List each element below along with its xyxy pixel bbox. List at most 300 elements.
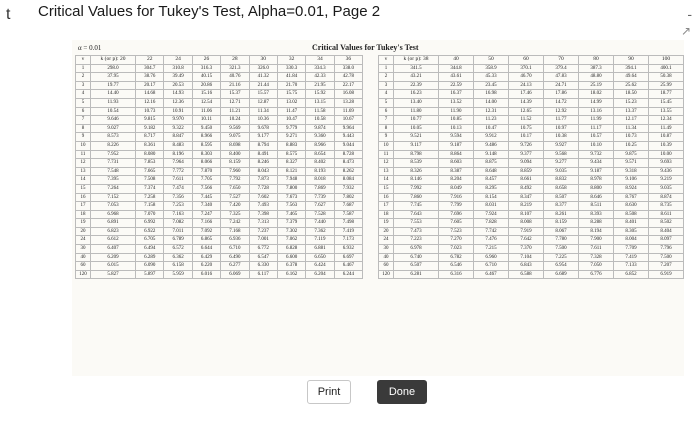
table-cell: 10.36 xyxy=(249,116,277,125)
table-cell: 15.23 xyxy=(614,98,649,107)
table-row xyxy=(76,116,363,125)
table-cell: 7.092 xyxy=(192,227,220,236)
table-cell: 7.445 xyxy=(192,193,220,202)
table-cell: 338.0 xyxy=(334,64,362,73)
table-cell: 14.39 xyxy=(509,98,544,107)
critical-values-table-right xyxy=(378,55,684,279)
table-cell: 7.728 xyxy=(249,184,277,193)
table-cell: 6.772 xyxy=(249,245,277,254)
table-cell: 379.4 xyxy=(544,64,579,73)
table-cell: 6.117 xyxy=(249,270,277,279)
row-label: 30 xyxy=(76,245,91,254)
table-cell: 8.875 xyxy=(474,159,509,168)
table-row xyxy=(76,133,363,142)
table-row xyxy=(76,90,363,99)
row-label: 17 xyxy=(379,202,394,211)
table-cell: 11.34 xyxy=(614,124,649,133)
table-row xyxy=(76,245,363,254)
table-row xyxy=(76,98,363,107)
table-cell: 48.80 xyxy=(579,73,614,82)
table-cell: 6.281 xyxy=(394,270,439,279)
row-label: 2 xyxy=(379,73,394,82)
table-row xyxy=(379,236,684,245)
table-cell: 40.15 xyxy=(192,73,220,82)
table-cell: 9.569 xyxy=(221,124,249,133)
table-cell: 7.673 xyxy=(277,193,305,202)
table-row xyxy=(379,98,684,107)
table-cell: 7.523 xyxy=(439,227,474,236)
table-row xyxy=(379,116,684,125)
table-cell: 9.594 xyxy=(439,133,474,142)
table-row xyxy=(76,184,363,193)
table-cell: 9.148 xyxy=(474,150,509,159)
table-cell: 7.001 xyxy=(249,236,277,245)
table-cell: 8.832 xyxy=(544,176,579,185)
table-cell: 7.605 xyxy=(439,219,474,228)
table-cell: 20.86 xyxy=(192,81,220,90)
table-row xyxy=(379,159,684,168)
table-cell: 9.646 xyxy=(91,116,136,125)
table-cell: 8.924 xyxy=(614,184,649,193)
table-cell: 6.644 xyxy=(192,245,220,254)
table-cell: 7.800 xyxy=(277,184,305,193)
table-cell: 7.919 xyxy=(509,227,544,236)
table-row xyxy=(379,150,684,159)
table-cell: 6.277 xyxy=(221,262,249,271)
table-cell: 25.62 xyxy=(614,81,649,90)
table-cell: 8.491 xyxy=(249,150,277,159)
column-header: 90 xyxy=(614,56,649,65)
table-cell: 10.25 xyxy=(614,141,649,150)
table-cell: 7.082 xyxy=(164,219,192,228)
table-cell: 6.960 xyxy=(474,253,509,262)
row-label: 5 xyxy=(76,98,91,107)
table-cell: 8.393 xyxy=(579,210,614,219)
table-cell: 7.374 xyxy=(136,184,164,193)
table-cell: 7.237 xyxy=(249,227,277,236)
row-label: 4 xyxy=(379,90,394,99)
table-cell: 8.018 xyxy=(306,176,334,185)
table-cell: 7.023 xyxy=(439,245,474,254)
table-cell: 7.313 xyxy=(249,219,277,228)
table-cell: 10.24 xyxy=(221,116,249,125)
table-cell: 6.494 xyxy=(136,245,164,254)
table-cell: 9.732 xyxy=(579,150,614,159)
table-cell: 9.678 xyxy=(249,124,277,133)
table-cell: 47.83 xyxy=(544,73,579,82)
table-cell: 8.966 xyxy=(192,133,220,142)
table-cell: 9.815 xyxy=(136,116,164,125)
table-cell: 7.302 xyxy=(277,227,305,236)
table-row xyxy=(379,141,684,150)
table-cell: 7.696 xyxy=(439,210,474,219)
table-cell: 10.38 xyxy=(544,133,579,142)
table-cell: 316.3 xyxy=(192,64,220,73)
alpha-label: α = 0.01 xyxy=(78,44,102,52)
table-cell: 8.107 xyxy=(509,210,544,219)
row-label: 13 xyxy=(76,167,91,176)
table-cell: 8.646 xyxy=(579,193,614,202)
table-cell: 7.166 xyxy=(192,219,220,228)
table-cell: 8.326 xyxy=(394,167,439,176)
table-cell: 9.964 xyxy=(334,124,362,133)
table-row xyxy=(379,184,684,193)
table-cell: 7.498 xyxy=(334,219,362,228)
table-row xyxy=(76,193,363,202)
column-header: 30 xyxy=(249,56,277,65)
row-label: 18 xyxy=(379,210,394,219)
table-row xyxy=(76,81,363,90)
table-cell: 14.72 xyxy=(544,98,579,107)
table-cell: 10.57 xyxy=(579,133,614,142)
table-cell: 10.73 xyxy=(614,133,649,142)
row-label: 9 xyxy=(379,133,394,142)
table-row xyxy=(76,141,363,150)
table-cell: 8.661 xyxy=(509,176,544,185)
table-cell: 23.45 xyxy=(474,81,509,90)
row-label: 15 xyxy=(379,184,394,193)
table-cell: 6.362 xyxy=(164,253,192,262)
table-cell: 8.492 xyxy=(509,184,544,193)
table-cell: 7.964 xyxy=(164,159,192,168)
table-cell: 10.17 xyxy=(509,133,544,142)
table-cell: 6.209 xyxy=(91,253,136,262)
table-cell: 18.50 xyxy=(614,90,649,99)
table-cell: 9.571 xyxy=(614,159,649,168)
table-cell: 7.419 xyxy=(614,253,649,262)
table-cell: 7.104 xyxy=(509,253,544,262)
table-cell: 6.828 xyxy=(277,245,305,254)
table-cell: 6.789 xyxy=(164,236,192,245)
table-cell: 8.966 xyxy=(306,141,334,150)
table-cell: 8.767 xyxy=(614,193,649,202)
table-cell: 42.33 xyxy=(306,73,334,82)
table-cell: 10.13 xyxy=(439,124,474,133)
table-cell: 22.39 xyxy=(394,81,439,90)
table-cell: 7.924 xyxy=(474,210,509,219)
table-cell: 10.10 xyxy=(579,141,614,150)
table-cell: 24.71 xyxy=(544,81,579,90)
table-cell: 6.881 xyxy=(306,245,334,254)
table-cell: 49.64 xyxy=(614,73,649,82)
table-cell: 7.419 xyxy=(334,227,362,236)
table-row xyxy=(379,81,684,90)
table-cell: 344.8 xyxy=(439,64,474,73)
table-cell: 7.340 xyxy=(192,202,220,211)
table-cell: 9.568 xyxy=(544,150,579,159)
table-cell: 7.395 xyxy=(91,176,136,185)
table-row xyxy=(76,202,363,211)
table-cell: 11.49 xyxy=(649,124,684,133)
table-row xyxy=(76,64,363,73)
table-cell: 5.959 xyxy=(164,270,192,279)
row-label: 15 xyxy=(76,184,91,193)
table-cell: 7.566 xyxy=(192,184,220,193)
table-cell: 7.992 xyxy=(394,184,439,193)
row-label: 40 xyxy=(76,253,91,262)
table-cell: 40.76 xyxy=(221,73,249,82)
table-cell: 8.794 xyxy=(249,141,277,150)
table-row xyxy=(76,167,363,176)
table-cell: 6.490 xyxy=(221,253,249,262)
table-cell: 8.219 xyxy=(509,202,544,211)
table-cell: 8.728 xyxy=(334,150,362,159)
table-cell: 24.13 xyxy=(509,81,544,90)
table-row xyxy=(379,210,684,219)
table-cell: 10.75 xyxy=(509,124,544,133)
table-cell: 13.28 xyxy=(334,98,362,107)
table-cell: 8.483 xyxy=(164,141,192,150)
table-cell: 9.521 xyxy=(394,133,439,142)
table-row xyxy=(76,227,363,236)
table-cell: 8.097 xyxy=(649,236,684,245)
table-cell: 330.3 xyxy=(277,64,305,73)
table-cell: 38.76 xyxy=(136,73,164,82)
table-cell: 9.187 xyxy=(579,167,614,176)
table-cell: 6.782 xyxy=(439,253,474,262)
table-cell: 41.32 xyxy=(249,73,277,82)
table-cell: 7.548 xyxy=(91,167,136,176)
table-cell: 7.508 xyxy=(136,176,164,185)
done-button[interactable]: Done xyxy=(377,380,427,404)
table-cell: 8.978 xyxy=(579,176,614,185)
table-cell: 341.5 xyxy=(394,64,439,73)
column-header: 40 xyxy=(439,56,474,65)
table-cell: 6.429 xyxy=(192,253,220,262)
column-header: 70 xyxy=(544,56,579,65)
table-cell: 7.528 xyxy=(306,210,334,219)
table-cell: 9.912 xyxy=(474,133,509,142)
table-cell: 43.21 xyxy=(394,73,439,82)
table-cell: 13.16 xyxy=(579,107,614,116)
table-cell: 7.687 xyxy=(334,202,362,211)
table-cell: 8.261 xyxy=(544,210,579,219)
table-cell: 7.070 xyxy=(136,210,164,219)
table-cell: 7.739 xyxy=(306,193,334,202)
row-label: 16 xyxy=(76,193,91,202)
table-cell: 7.325 xyxy=(221,210,249,219)
table-cell: 7.173 xyxy=(334,236,362,245)
table-cell: 7.264 xyxy=(91,184,136,193)
table-cell: 7.398 xyxy=(249,210,277,219)
table-cell: 10.73 xyxy=(136,107,164,116)
table-cell: 9.693 xyxy=(649,159,684,168)
table-cell: 14.93 xyxy=(164,90,192,99)
row-label: 24 xyxy=(76,236,91,245)
table-cell: 42.78 xyxy=(334,73,362,82)
table-cell: 15.92 xyxy=(306,90,334,99)
table-cell: 13.02 xyxy=(277,98,305,107)
table-cell: 8.305 xyxy=(614,227,649,236)
table-cell: 8.402 xyxy=(306,159,334,168)
table-cell: 14.68 xyxy=(136,90,164,99)
table-cell: 6.843 xyxy=(509,262,544,271)
table-cell: 46.70 xyxy=(509,73,544,82)
table-cell: 6.650 xyxy=(306,253,334,262)
table-cell: 8.404 xyxy=(649,227,684,236)
column-header: 28 xyxy=(221,56,249,65)
table-cell: 7.247 xyxy=(192,210,220,219)
table-cell: 8.226 xyxy=(91,141,136,150)
table-cell: 6.378 xyxy=(277,262,305,271)
table-cell: 8.387 xyxy=(439,167,474,176)
table-cell: 9.117 xyxy=(394,141,439,150)
table-cell: 6.572 xyxy=(164,245,192,254)
column-header-nu: ν xyxy=(76,56,91,65)
table-cell: 7.853 xyxy=(136,159,164,168)
table-cell: 6.546 xyxy=(439,262,474,271)
table-cell: 6.710 xyxy=(221,245,249,254)
row-label: 14 xyxy=(379,176,394,185)
table-cell: 45.33 xyxy=(474,73,509,82)
table-cell: 6.705 xyxy=(136,236,164,245)
table-cell: 7.473 xyxy=(394,227,439,236)
table-cell: 11.34 xyxy=(249,107,277,116)
table-cell: 6.330 xyxy=(249,262,277,271)
close-icon[interactable]: - xyxy=(687,6,692,22)
table-cell: 9.434 xyxy=(579,159,614,168)
table-cell: 16.23 xyxy=(394,90,439,99)
table-cell: 7.207 xyxy=(649,262,684,271)
table-cell: 8.698 xyxy=(221,141,249,150)
row-label: 3 xyxy=(379,81,394,90)
table-cell: 8.595 xyxy=(192,141,220,150)
column-header: 26 xyxy=(192,56,220,65)
table-cell: 10.54 xyxy=(91,107,136,116)
table-cell: 7.527 xyxy=(221,193,249,202)
table-cell: 6.936 xyxy=(221,236,249,245)
column-header: 34 xyxy=(306,56,334,65)
table-cell: 8.347 xyxy=(509,193,544,202)
table-cell: 9.075 xyxy=(221,133,249,142)
table-cell: 5.827 xyxy=(91,270,136,279)
table-cell: 8.146 xyxy=(394,176,439,185)
table-cell: 7.960 xyxy=(221,167,249,176)
table-cell: 6.289 xyxy=(136,253,164,262)
table-cell: 9.443 xyxy=(334,133,362,142)
table-cell: 8.288 xyxy=(579,219,614,228)
table-cell: 9.360 xyxy=(306,133,334,142)
column-header: 60 xyxy=(509,56,544,65)
table-cell: 8.193 xyxy=(306,167,334,176)
table-cell: 8.611 xyxy=(649,210,684,219)
table-cell: 10.47 xyxy=(277,116,305,125)
table-cell: 10.39 xyxy=(649,141,684,150)
row-label: 6 xyxy=(76,107,91,116)
table-cell: 16.37 xyxy=(439,90,474,99)
table-cell: 6.697 xyxy=(334,253,362,262)
table-cell: 9.027 xyxy=(91,124,136,133)
row-label: 10 xyxy=(76,141,91,150)
table-cell: 6.467 xyxy=(474,270,509,279)
table-cell: 7.869 xyxy=(306,184,334,193)
table-cell: 9.277 xyxy=(544,159,579,168)
column-header: k (or p): 20 xyxy=(91,56,136,65)
table-cell: 8.154 xyxy=(474,193,509,202)
table-cell: 10.97 xyxy=(544,124,579,133)
print-button[interactable]: Print xyxy=(307,380,351,404)
table-cell: 8.654 xyxy=(306,150,334,159)
table-cell: 326.0 xyxy=(249,64,277,73)
table-cell: 8.511 xyxy=(579,202,614,211)
table-cell: 6.588 xyxy=(509,270,544,279)
table-cell: 20.17 xyxy=(136,81,164,90)
table-cell: 7.627 xyxy=(306,202,334,211)
table-cell: 11.21 xyxy=(221,107,249,116)
row-label: 30 xyxy=(379,245,394,254)
table-cell: 7.828 xyxy=(474,219,509,228)
table-cell: 9.779 xyxy=(277,124,305,133)
table-cell: 9.377 xyxy=(509,150,544,159)
table-cell: 6.220 xyxy=(192,262,220,271)
table-cell: 7.642 xyxy=(509,236,544,245)
table-cell: 7.493 xyxy=(249,202,277,211)
table-cell: 7.465 xyxy=(277,210,305,219)
table-cell: 13.40 xyxy=(394,98,439,107)
table-cell: 7.158 xyxy=(136,202,164,211)
table-cell: 7.258 xyxy=(136,193,164,202)
table-cell: 8.194 xyxy=(579,227,614,236)
table-cell: 15.37 xyxy=(221,90,249,99)
table-cell: 7.215 xyxy=(474,245,509,254)
table-cell: 7.440 xyxy=(306,219,334,228)
page-title: Critical Values for Tukey's Test, Alpha=0.01, Page 2 xyxy=(38,3,381,20)
table-cell: 8.049 xyxy=(439,184,474,193)
row-label: 14 xyxy=(76,176,91,185)
table-cell: 43.61 xyxy=(439,73,474,82)
table-cell: 9.271 xyxy=(277,133,305,142)
table-cell: 8.159 xyxy=(544,219,579,228)
table-cell: 14.40 xyxy=(91,90,136,99)
table-cell: 37.95 xyxy=(91,73,136,82)
table-cell: 8.473 xyxy=(334,159,362,168)
table-cell: 22.59 xyxy=(439,81,474,90)
table-cell: 6.992 xyxy=(136,219,164,228)
row-label: 13 xyxy=(379,167,394,176)
table-cell: 11.80 xyxy=(394,107,439,116)
table-row xyxy=(76,262,363,271)
row-label: 11 xyxy=(76,150,91,159)
row-label: 18 xyxy=(76,210,91,219)
row-label: 1 xyxy=(76,64,91,73)
table-cell: 6.424 xyxy=(306,262,334,271)
table-cell: 7.420 xyxy=(221,202,249,211)
table-cell: 11.06 xyxy=(192,107,220,116)
column-header: 80 xyxy=(579,56,614,65)
table-cell: 7.780 xyxy=(544,236,579,245)
table-cell: 304.7 xyxy=(136,64,164,73)
table-cell: 7.802 xyxy=(334,193,362,202)
table-cell: 6.069 xyxy=(221,270,249,279)
table-cell: 6.507 xyxy=(394,262,439,271)
table-cell: 25.99 xyxy=(649,81,684,90)
table-cell: 10.00 xyxy=(649,150,684,159)
row-label: 19 xyxy=(76,219,91,228)
table-cell: 8.800 xyxy=(579,184,614,193)
table-cell: 6.852 xyxy=(614,270,649,279)
table-cell: 7.932 xyxy=(334,184,362,193)
table-cell: 6.612 xyxy=(91,236,136,245)
table-cell: 8.401 xyxy=(614,219,649,228)
table-cell: 15.75 xyxy=(277,90,305,99)
table-cell: 22.17 xyxy=(334,81,362,90)
table-cell: 11.47 xyxy=(277,107,305,116)
table-cell: 7.062 xyxy=(277,236,305,245)
table-cell: 7.152 xyxy=(91,193,136,202)
table-row xyxy=(76,219,363,228)
table-row xyxy=(379,253,684,262)
table-cell: 11.77 xyxy=(544,116,579,125)
